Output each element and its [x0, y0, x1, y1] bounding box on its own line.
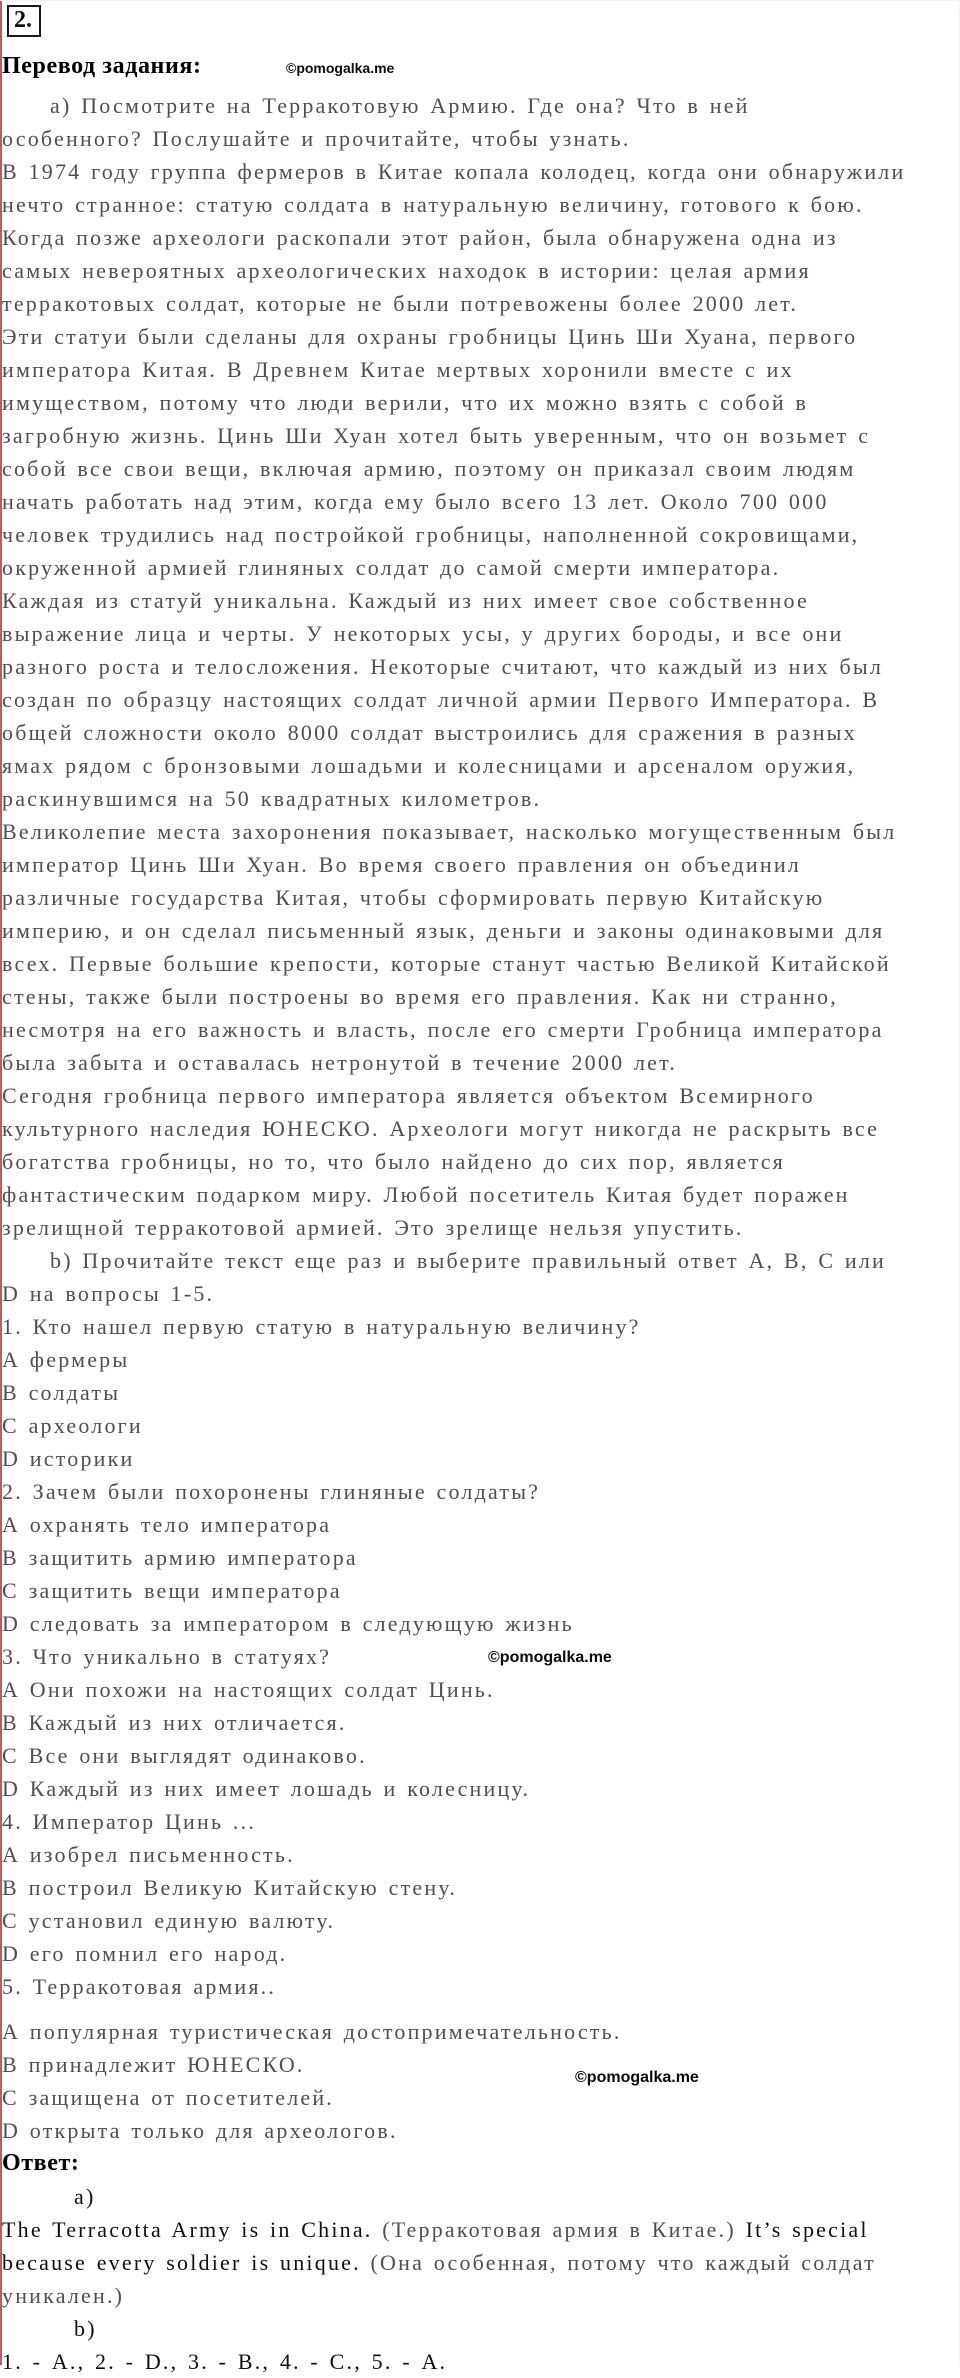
text-line: различные государства Китая, чтобы сформировать первую Китайскую [2, 885, 825, 910]
text-line: была забыта и оставалась нетронутой в течение 2000 лет. [2, 1050, 677, 1075]
text-line: общей сложности около 8000 солдат выстроились для сражения в разных [2, 720, 857, 745]
text-line: 1. - А., 2. - D., 3. - В., 4. - С., 5. - А. [2, 2349, 448, 2374]
text-line: раскинувшимся на 50 квадратных километров. [2, 786, 542, 811]
text-line: 2. Зачем были похоронены глиняные солдаты? [2, 1479, 541, 1504]
text-line: D Каждый из них имеет лошадь и колесницу. [2, 1776, 531, 1801]
text-line: окруженной армией глиняных солдат до самой смерти императора. [2, 555, 781, 580]
text-line: император Цинь Ши Хуан. Во время своего правления он объединил [2, 852, 801, 877]
task-number: 2. [14, 7, 32, 33]
text-line [2, 2213, 959, 2246]
text-segment: (Она особенная, потому что каждый солдат [370, 2250, 876, 2275]
watermark-bottom: ©pomogalka.me [575, 2069, 699, 2086]
text-line: А Они похожи на настоящих солдат Цинь. [2, 1677, 495, 1702]
text-line: Великолепие места захоронения показывает, насколько могущественным был [2, 819, 897, 844]
text-line: Ответ: [2, 2150, 80, 2176]
text-line: фантастическим подарком миру. Любой посетитель Китая будет поражен [2, 1182, 850, 1207]
text-line: особенного? Послушайте и прочитайте, чтобы узнать. [2, 126, 631, 151]
text-line: Когда позже археологи раскопали этот район, была обнаружена одна из [2, 225, 838, 250]
text-line: разного роста и телосложения. Некоторые считают, что каждый из них был [2, 654, 884, 679]
text-line: А популярная туристическая достопримечательность. [2, 2019, 622, 2044]
text-line: а) Посмотрите на Терракотовую Армию. Где она? Что в ней [50, 93, 750, 118]
text-line: начать работать над этим, когда ему было всего 13 лет. Около 700 000 [2, 489, 829, 514]
text-line [2, 2246, 959, 2279]
translation-heading: Перевод задания: [2, 53, 202, 79]
task-number-box [7, 5, 41, 37]
text-line: С археологи [2, 1413, 143, 1438]
text-line: всех. Первые большие крепости, которые станут частью Великой Китайской [2, 951, 891, 976]
text-line: b) [74, 2316, 97, 2341]
text-line: 3. Что уникально в статуях? [2, 1644, 332, 1669]
text-segment: (Терракотовая армия в Китае.) [382, 2217, 746, 2242]
text-segment: because every soldier is unique. [2, 2250, 371, 2275]
text-segment: The Terracotta Army is in China. [2, 2217, 383, 2242]
text-line: создан по образцу настоящих солдат личной армии Первого Императора. В [2, 687, 880, 712]
text-line: ямах рядом с бронзовыми лошадьми и колесницами и арсеналом оружия, [2, 753, 856, 778]
text-line: Сегодня гробница первого императора является объектом Всемирного [2, 1083, 815, 1108]
text-line: D его помнил его народ. [2, 1941, 288, 1966]
text-line: В защитить армию императора [2, 1545, 358, 1570]
text-segment: It’s special [745, 2217, 869, 2242]
text-line: а) [74, 2184, 96, 2209]
text-line: С Все они выглядят одинаково. [2, 1743, 367, 1768]
text-line: С защитить вещи императора [2, 1578, 342, 1603]
text-line: 5. Терракотовая армия.. [2, 1974, 277, 1999]
text-line: зрелищной терракотовой армией. Это зрелище нельзя упустить. [2, 1215, 744, 1240]
text-line: А изобрел письменность. [2, 1842, 295, 1867]
text-line: В Каждый из них отличается. [2, 1710, 347, 1735]
text-line: D открыта только для археологов. [2, 2118, 398, 2143]
text-line: В 1974 году группа фермеров в Китае копала колодец, когда они обнаружили [2, 159, 906, 184]
text-line: империю, и он сделал письменный язык, деньги и законы одинаковыми для [2, 918, 885, 943]
text-line: Каждая из статуй уникальна. Каждый из них имеет свое собственное [2, 588, 809, 613]
text-line: терракотовых солдат, которые не были потревожены более 2000 лет. [2, 291, 799, 316]
text-line: богатства гробницы, но то, что было найдено до сих пор, является [2, 1149, 785, 1174]
text-line: человек трудились над постройкой гробницы, наполненной сокровищами, [2, 522, 860, 547]
text-line: В солдаты [2, 1380, 121, 1405]
text-line: Эти статуи были сделаны для охраны гробницы Цинь Ши Хуана, первого [2, 324, 858, 349]
watermark-top: ©pomogalka.me [286, 60, 395, 76]
text-line: культурного наследия ЮНЕСКО. Археологи могут никогда не раскрыть все [2, 1116, 880, 1141]
text-line: нечто странное: статую солдата в натуральную величину, готового к бою. [2, 192, 864, 217]
text-line: несмотря на его важность и власть, после его смерти Гробница императора [2, 1017, 884, 1042]
document-text [2, 89, 959, 2378]
text-line: загробную жизнь. Цинь Ши Хуан хотел быть уверенным, что он возьмет с [2, 423, 871, 448]
text-line: В принадлежит ЮНЕСКО. [2, 2052, 305, 2077]
text-line: С защищена от посетителей. [2, 2085, 335, 2110]
text-line: уникален.) [2, 2283, 125, 2308]
text-line: 1. Кто нашел первую статую в натуральную величину? [2, 1314, 641, 1339]
watermark-middle: ©pomogalka.me [488, 1649, 612, 1666]
text-line: императора Китая. В Древнем Китае мертвых хоронили вместе с их [2, 357, 794, 382]
text-line: С установил единую валюту. [2, 1908, 336, 1933]
text-line: А охранять тело императора [2, 1512, 332, 1537]
text-line: D следовать за императором в следующую жизнь [2, 1611, 574, 1636]
text-line: В построил Великую Китайскую стену. [2, 1875, 458, 1900]
text-line: собой все свои вещи, включая армию, поэтому он приказал своим людям [2, 456, 856, 481]
text-line: b) Прочитайте текст еще раз и выберите правильный ответ А, В, С или [50, 1248, 887, 1273]
text-line: имуществом, потому что люди верили, что их можно взять с собой в [2, 390, 809, 415]
text-line: А фермеры [2, 1347, 130, 1372]
text-line: самых невероятных археологических находок в истории: целая армия [2, 258, 811, 283]
text-line: 4. Император Цинь ... [2, 1809, 257, 1834]
text-line: стены, также были построены во время его правления. Как ни странно, [2, 984, 838, 1009]
text-line: D на вопросы 1-5. [2, 1281, 215, 1306]
text-line: выражение лица и черты. У некоторых усы, у других бороды, и все они [2, 621, 844, 646]
text-line: D историки [2, 1446, 135, 1471]
